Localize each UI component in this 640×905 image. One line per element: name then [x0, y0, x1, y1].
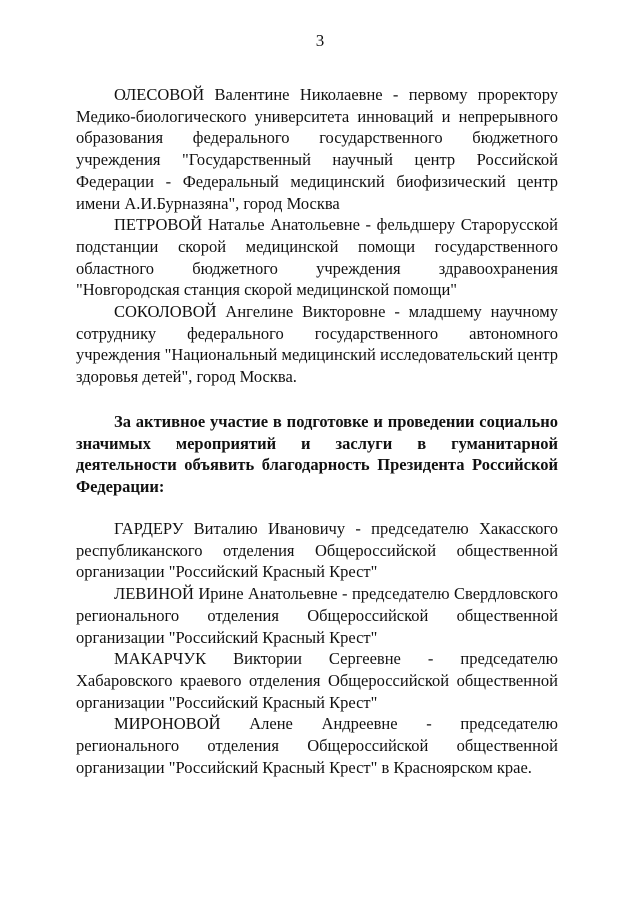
document-body: [76, 84, 558, 778]
award-entry-sokolova: СОКОЛОВОЙ Ангелине Викторовне - младшему научному сотруднику федерального государственного автономного учреждения "Национальный медицинский исследовательский центр здоровья детей", город Москва.: [76, 302, 558, 387]
award-entry-makarchuk: МАКАРЧУК Виктории Сергеевне - председателю Хабаровского краевого отделения Общероссийской общественной организации "Российский Красный Крест": [76, 649, 558, 712]
award-entry-petrova: ПЕТРОВОЙ Наталье Анатольевне - фельдшеру Старорусской подстанции скорой медицинской помощи государственного областного бюджетного учреждения здравоохранения "Новгородская станция скорой медицинской помощи": [76, 215, 558, 300]
page-number: 3: [315, 31, 325, 50]
award-entry-levina: ЛЕВИНОЙ Ирине Анатольевне - председателю Свердловского регионального отделения Общероссийской общественной организации "Российский Красный Крест": [76, 584, 558, 647]
section-heading: За активное участие в подготовке и проведении социально значимых мероприятий и заслуги в гуманитарной деятельности объявить благодарность Президента Российской Федерации:: [76, 411, 558, 497]
award-entry-mironova: МИРОНОВОЙ Алене Андреевне - председателю регионального отделения Общероссийской общественной организации "Российский Красный Крест" в Красноярском крае.: [76, 714, 558, 777]
award-entry-olesova: ОЛЕСОВОЙ Валентине Николаевне - первому проректору Медико-биологического университета инноваций и непрерывного образования федерального государственного бюджетного учреждения "Государственный научный центр Российской Федерации - Федеральный медицинский биофизический центр имени А.И.Бурназяна", город Москва: [76, 85, 558, 213]
award-entry-garder: ГАРДЕРУ Виталию Ивановичу - председателю Хакасского республиканского отделения Общероссийской общественной организации "Российский Красный Крест": [76, 519, 558, 582]
